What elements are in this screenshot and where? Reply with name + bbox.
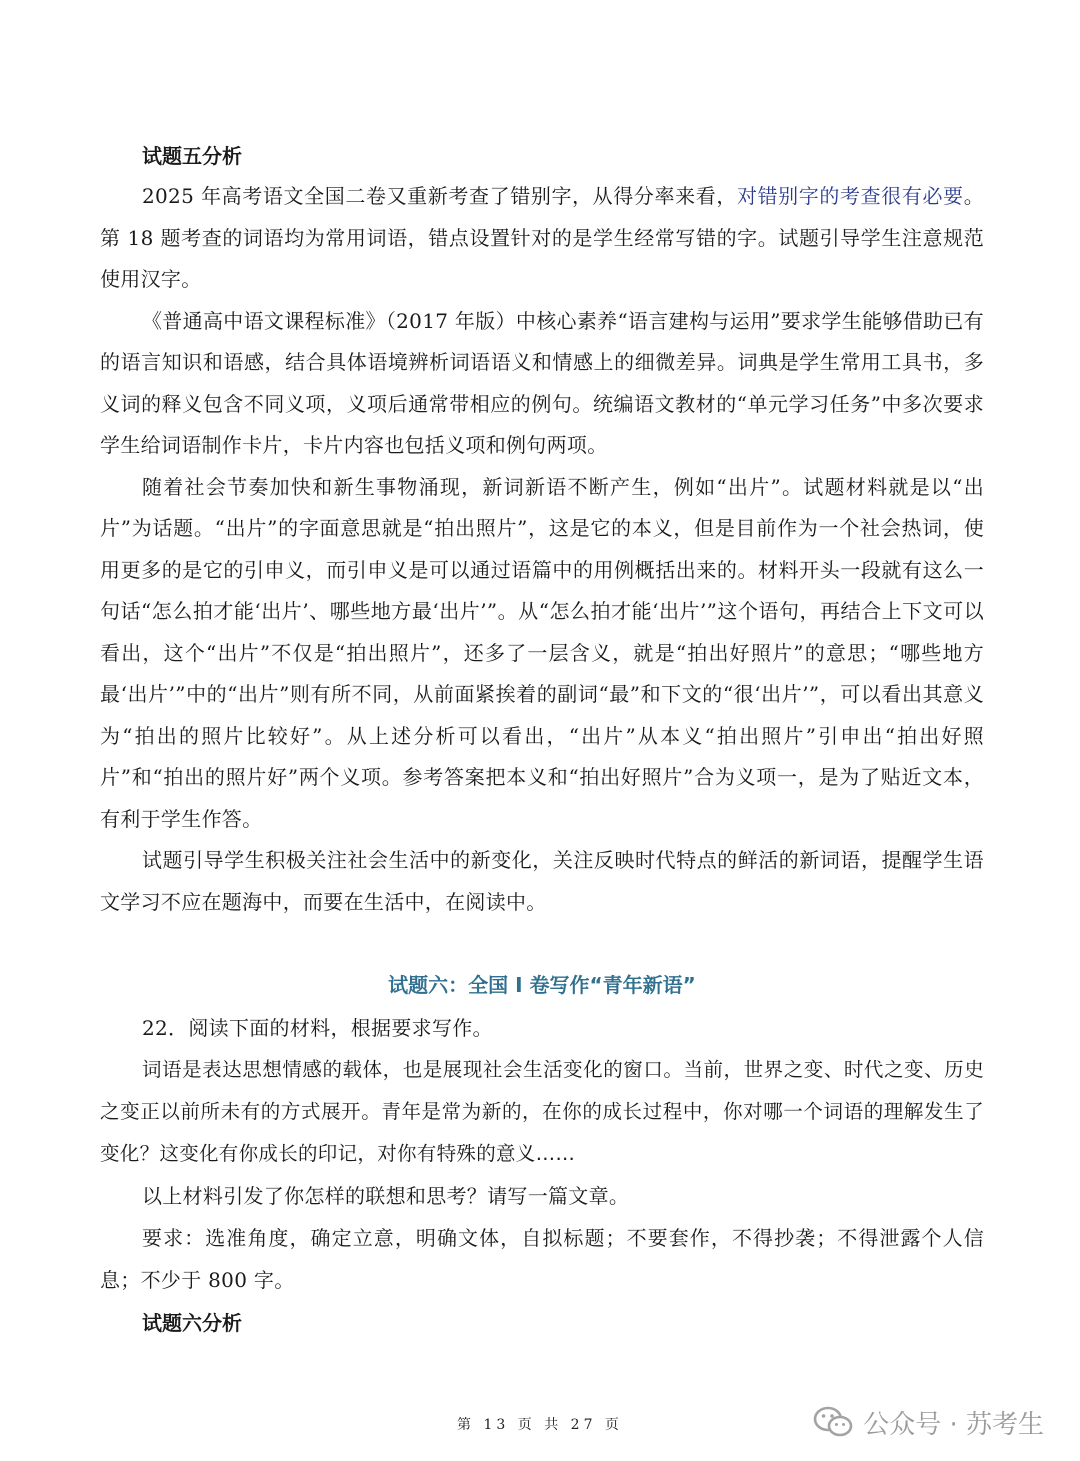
section5-paragraph-2: 《普通高中语文课程标准》（2017 年版）中核心素养“语言建构与运用”要求学生能够借助已有的语言知识和语感，结合具体语境辨析词语语义和情感上的细微差异。词典是学生常用工具书，多义词的释义包含不同义项，义项后通常带相应的例句。统编语文教材的“单元学习任务”中多次要求学生给词语制作卡片，卡片内容也包括义项和例句两项。 xyxy=(100,308,984,457)
section5-paragraph-3: 随着社会节奏加快和新生事物涌现，新词新语不断产生，例如“出片”。试题材料就是以“出片”为话题。“出片”的字面意思就是“拍出照片”，这是它的本义，但是目前作为一个社会热词，使用更多的是它的引申义，而引申义是可以通过语篇中的用例概括出来的。材料开头一段就有这么一句话“怎么拍才能‘出片’、哪些地方最‘出片’”。从“怎么拍才能‘出片’”这个语句，再结合上下文可以看出，这个“出片”不仅是“拍出照片”，还多了一层含义，就是“拍出好照片”的意思；“哪些地方最‘出片’”中的“出片”则有所不同，从前面紧挨着的副词“最”和下文的“很‘出片’”，可以看出其意义为“拍出的照片比较好”。从上述分析可以看出，“出片”从本义“拍出照片”引申出“拍出好照片”和“拍出的照片好”两个义项。参考答案把本义和“拍出好照片”合为义项一，是为了贴近文本，有利于学生作答。 xyxy=(100,474,984,831)
question-number: 22．阅读下面的材料，根据要求写作。 xyxy=(142,1016,493,1040)
watermark xyxy=(813,1400,1044,1444)
writing-material: 词语是表达思想情感的载体，也是展现社会生活变化的窗口。当前，世界之变、时代之变、历史之变正以前所未有的方式展开。青年是常为新的，在你的成长过程中，你对哪一个词语的理解发生了变化？这变化有你成长的印记，对你有特殊的意义…… xyxy=(100,1058,984,1165)
section5-heading: 试题五分析 xyxy=(142,144,242,168)
section6-title: 试题六：全国 I 卷写作“青年新语” xyxy=(388,973,696,997)
page-number: 第 13 页 共 27 页 xyxy=(457,1417,623,1433)
section6-task xyxy=(100,1007,984,1301)
p1-text-a: 2025 年高考语文全国二卷又重新考查了错别字，从得分率来看， xyxy=(142,184,737,208)
page-content xyxy=(100,136,984,1343)
section5-paragraph-4: 试题引导学生积极关注社会生活中的新变化，关注反映时代特点的鲜活的新词语，提醒学生语文学习不应在题海中，而要在生活中，在阅读中。 xyxy=(100,848,984,914)
section5-paragraph-1 xyxy=(100,176,984,301)
writing-requirements: 要求：选准角度，确定立意，明确文体，自拟标题；不要套作，不得抄袭；不得泄露个人信息；不少于 800 字。 xyxy=(100,1226,984,1292)
p1-highlight: 对错别字的考查很有必要 xyxy=(736,184,964,208)
watermark-text: 公众号 · 苏考生 xyxy=(863,1409,1044,1440)
writing-prompt: 以上材料引发了你怎样的联想和思考？请写一篇文章。 xyxy=(142,1184,630,1208)
wechat-icon xyxy=(813,1405,853,1439)
section6-analysis-heading: 试题六分析 xyxy=(142,1311,242,1335)
p1-text-b: 。第 18 题考查的词语均为常用词语，错点设置针对的是学生经常写错的字。试题引导学生注意规范使用汉字。 xyxy=(100,184,984,291)
